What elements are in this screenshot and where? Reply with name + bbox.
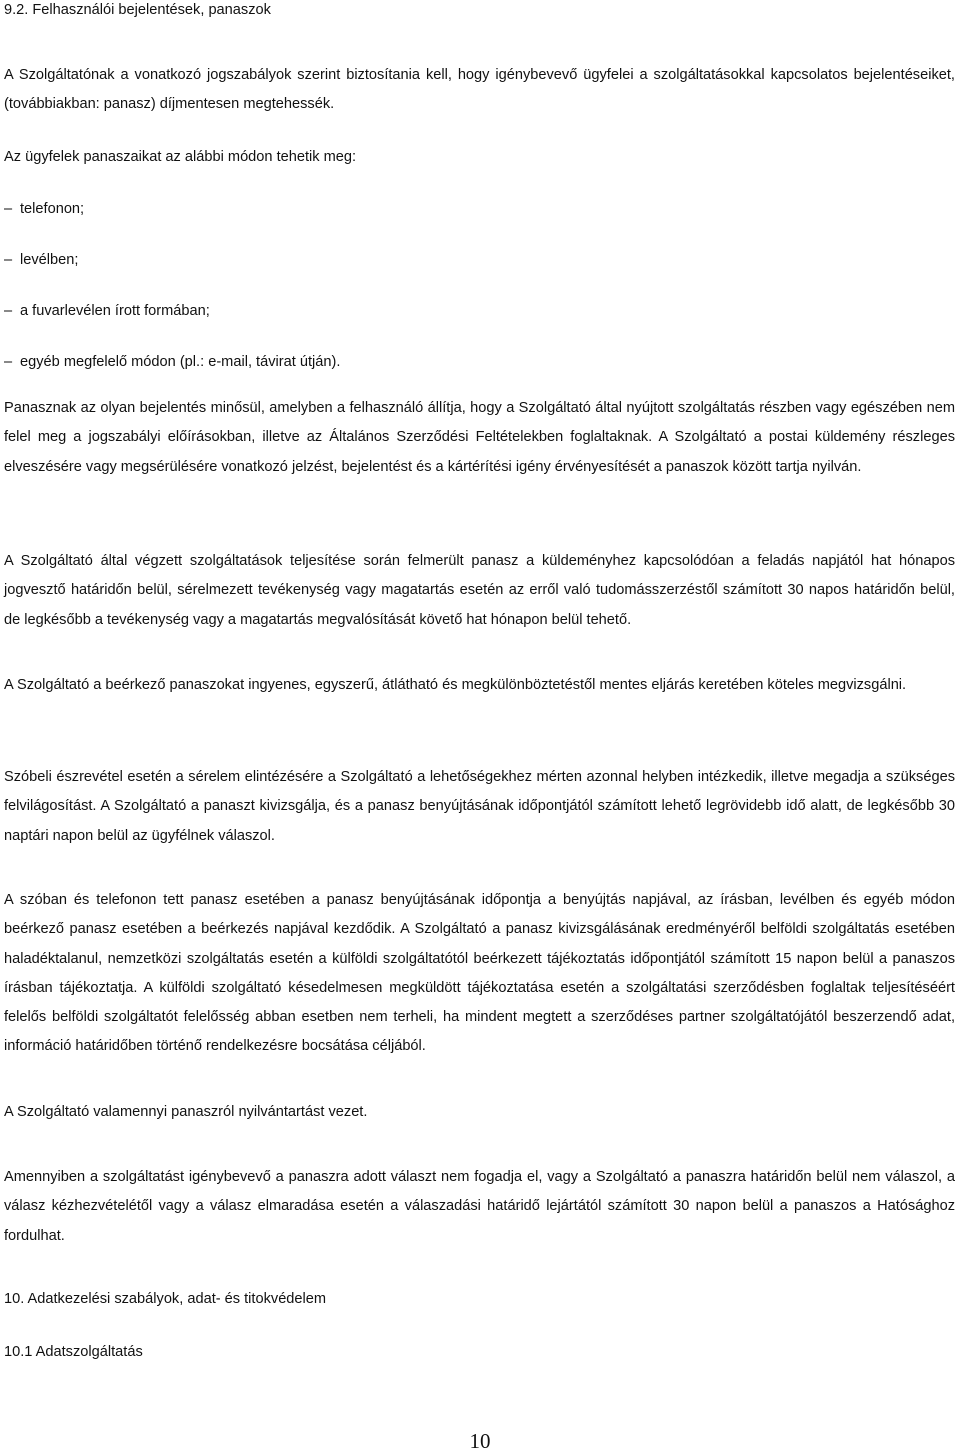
paragraph-complaint-definition: Panasznak az olyan bejelentés minősül, amelyben a felhasználó állítja, hogy a Szolgáltató által nyújtott szolgáltatás részben vagy egészében nem felel meg a jogszabályi előírásokban, illetve az Általános Szerződési Feltételekben foglaltaknak. A Szolgáltató a postai küldemény részleges elveszésére vagy megsérülésére vonatkozó jelzést, bejelentést és a kártérítési igény érvényesítését a panaszok között tartja nyilván. — [4, 400, 955, 475]
list-item — [4, 199, 340, 250]
dash-bullet: – — [4, 303, 13, 319]
list-item — [4, 250, 340, 301]
section-heading-10: 10. Adatkezelési szabályok, adat- és titokvédelem — [4, 1291, 327, 1307]
dash-bullet: – — [4, 252, 13, 268]
list-item-text: telefonon; — [20, 201, 85, 217]
dash-bullet: – — [4, 354, 13, 370]
section-heading-9-2: 9.2. Felhasználói bejelentések, panaszok — [4, 2, 271, 18]
paragraph-submission-time: A szóban és telefonon tett panasz esetében a panasz benyújtásának időpontja a benyújtás napjával, az írásban, levélben és egyéb módon beérkező panasz esetében a beérkezés napjával kezdődik. A Szolgáltató a panasz kivizsgálásának eredményéről belföldi szolgáltatás esetében haladéktalanul, nemzetközi szolgáltatás esetén a külföldi szolgáltatótól beérkezett tájékoztatás időpontjától számított 15 napon belül a panaszos írásban tájékoztatja. A külföldi szolgáltató késedelmesen megküldött tájékoztatása esetén a szolgáltatási szerződésben foglaltak teljesítéséért felelős belföldi szolgáltatót felelősség abban esetben nem terheli, ha mindent megtett a szerződéses partner szolgáltatójától beszerzendő adat, információ határidőben történő rendelkezésre bocsátása céljából. — [4, 892, 955, 1055]
paragraph-records: A Szolgáltató valamennyi panaszról nyilvántartást vezet. — [4, 1104, 368, 1120]
paragraph-methods-intro: Az ügyfelek panaszaikat az alábbi módon tehetik meg: — [4, 149, 357, 165]
list-item-text: a fuvarlevélen írott formában; — [20, 303, 210, 319]
section-heading-10-1: 10.1 Adatszolgáltatás — [4, 1344, 143, 1360]
complaint-methods-list — [4, 199, 340, 403]
paragraph-authority: Amennyiben a szolgáltatást igénybevevő a panaszra adott választ nem fogadja el, vagy a Szolgáltató a panaszra határidőn belül nem válaszol, a válasz kézhezvételétől vagy a válasz elmaradása esetén a válaszadási határidő lejártától számított 30 napon belül a panaszos a Hatósághoz fordulhat. — [4, 1169, 955, 1244]
list-item-text: egyéb megfelelő módon (pl.: e-mail, távirat útján). — [20, 354, 341, 370]
list-item — [4, 301, 340, 352]
paragraph-oral-complaint: Szóbeli észrevétel esetén a sérelem elintézésére a Szolgáltató a lehetőségekhez mérten azonnal helyben intézkedik, illetve megadja a szükséges felvilágosítást. A Szolgáltató a panaszt kivizsgálja, és a panasz benyújtásának időpontjától számított lehető legrövidebb idő alatt, de legkésőbb 30 naptári napon belül az ügyfélnek válaszol. — [4, 769, 955, 844]
paragraph-free-procedure: A Szolgáltató a beérkező panaszokat ingyenes, egyszerű, átlátható és megkülönböztetéstől mentes eljárás keretében köteles megvizsgálni. — [4, 677, 907, 693]
paragraph-deadline: A Szolgáltató által végzett szolgáltatások teljesítése során felmerült panasz a küldeményhez kapcsolódóan a feladás napjától hat hónapos jogvesztő határidőn belül, sérelmezett tevékenység vagy magatartás esetén az erről való tudomásszerzéstől számított 30 napos határidőn belül, de legkésőbb a tevékenység vagy a magatartás megvalósítását követő hat hónapon belül tehető. — [4, 553, 955, 628]
page-number: 10 — [469, 1429, 491, 1453]
dash-bullet: – — [4, 201, 13, 217]
list-item-text: levélben; — [20, 252, 79, 268]
paragraph-intro: A Szolgáltatónak a vonatkozó jogszabályok szerint biztosítania kell, hogy igénybevevő ügyfelei a szolgáltatásokkal kapcsolatos bejelentéseiket, (továbbiakban: panasz) díjmentesen megtehessék. — [4, 67, 955, 113]
